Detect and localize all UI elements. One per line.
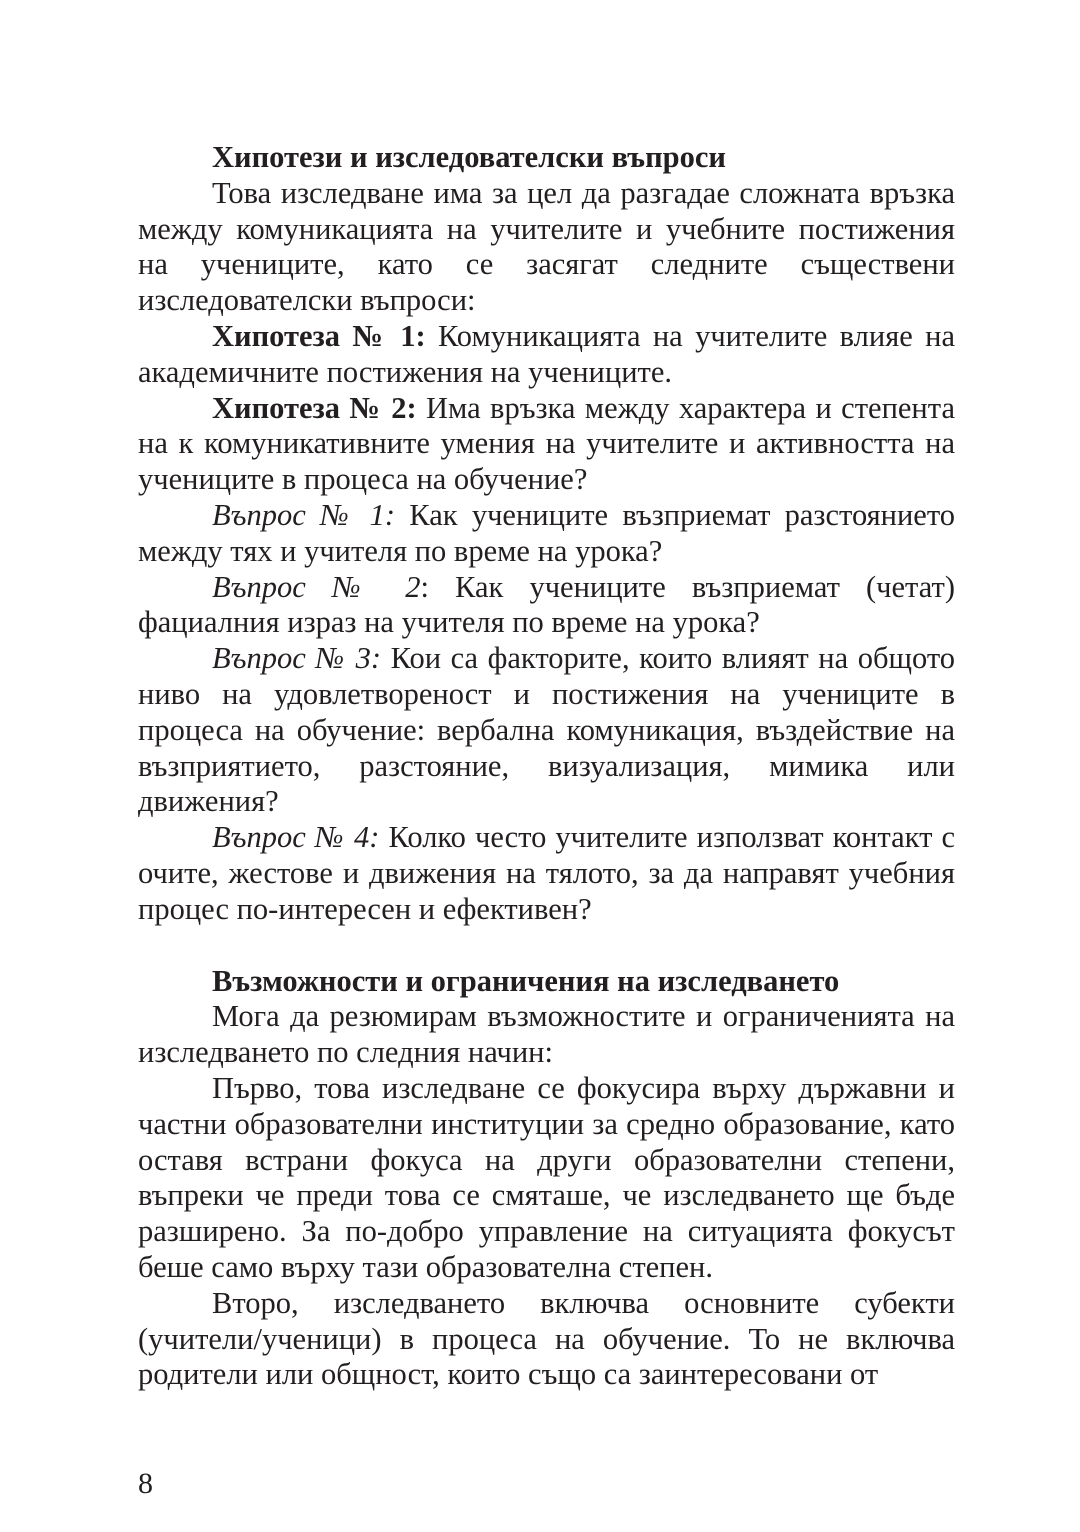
question-1-label: Въпрос № 1:	[212, 497, 396, 532]
question-2-text: : Как учениците възприемат (четат) фациалния израз на учителя по време на урока?	[138, 569, 955, 640]
limitations-paragraph-2: Първо, това изследване се фокусира върху държавни и частни образователни институции за средно образование, като оставя встрани фокуса на други образователни степени, въпреки че преди това се смяташе, че изследването ще бъде разширено. За по-добро управление на ситуацията фокусът беше само върху тази образователна степен.	[138, 1070, 955, 1284]
hypothesis-1-label: Хипотеза № 1:	[212, 318, 426, 353]
question-4	[138, 820, 955, 927]
section-heading-limitations: Възможности и ограничения на изследването	[212, 963, 840, 998]
hypothesis-1-text: Комуникацията на учителите влияе на академичните постижения на учениците.	[138, 318, 955, 389]
question-1	[138, 498, 955, 570]
page-body	[138, 140, 955, 1393]
hypothesis-1	[138, 319, 955, 391]
limitations-paragraph-3: Второ, изследването включва основните субекти (учители/ученици) в процеса на обучение. То не включва родители или общност, които също са заинтересовани от	[138, 1285, 955, 1392]
section-heading-hypotheses: Хипотези и изследователски въпроси	[212, 140, 726, 174]
question-4-text: Колко често учителите използват контакт с очите, жестове и движения на тялото, за да направят учебния процес по-интересен и ефективен?	[138, 820, 955, 926]
question-1-text: Как учениците възприемат разстоянието между тях и учителя по време на урока?	[138, 497, 956, 568]
hypothesis-2-text: Има връзка между характера и степента на к комуникативните умения на учителите и активността на учениците в процеса на обучение?	[138, 390, 955, 497]
hypothesis-2	[138, 391, 955, 498]
section-spacer	[138, 928, 955, 964]
question-3-text: Кои са факторите, които влияят на общото ниво на удовлетвореност и постижения на учениците в процеса на обучение: вербална комуникация, въздействие на възприятието, разстояние, визуализация, мимика или движения?	[138, 641, 955, 819]
question-3	[138, 641, 955, 820]
limitations-paragraph-1: Мога да резюмирам възможностите и ограниченията на изследването по следния начин:	[138, 999, 955, 1070]
question-2-label: Въпрос № 2	[212, 569, 421, 604]
hypothesis-2-label: Хипотеза № 2:	[212, 390, 417, 425]
page-number: 8	[138, 1467, 153, 1500]
intro-paragraph: Това изследване има за цел да разгадае сложната връзка между комуникацията на учителите и учебните постижения на учениците, като се засягат следните съществени изследователски въпроси:	[138, 175, 955, 318]
question-2	[138, 570, 955, 642]
question-3-label: Въпрос № 3:	[212, 641, 382, 676]
question-4-label: Въпрос № 4:	[212, 820, 380, 855]
